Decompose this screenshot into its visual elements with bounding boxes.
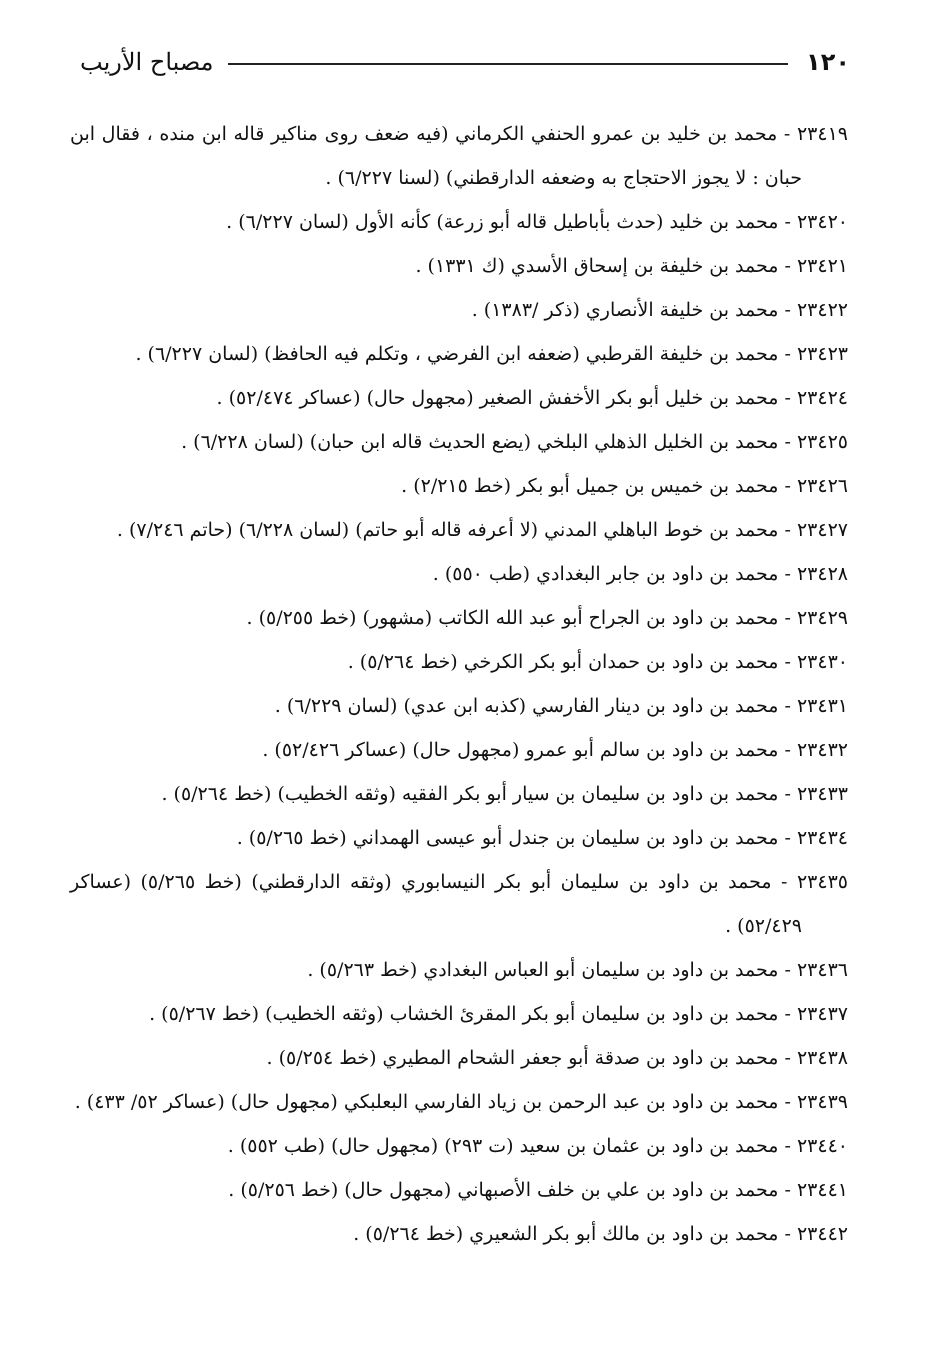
- list-item: ٢٣٤٢٨ - محمد بن داود بن جابر البغدادي (طب ٥٥٠) .: [432, 563, 848, 585]
- list-item: ٢٣٤٣٣ - محمد بن داود بن سليمان بن سيار أبو بكر الفقيه (وثقه الخطيب) (خط ٥/٢٦٤) .: [161, 783, 848, 805]
- list-item: ٢٣٤٢٩ - محمد بن داود بن الجراح أبو عبد الله الكاتب (مشهور) (خط ٥/٢٥٥) .: [246, 607, 848, 629]
- list-item: ٢٣٤٣٢ - محمد بن داود بن سالم أبو عمرو (مجهول حال) (عساكر ٥٢/٤٢٦) .: [262, 739, 848, 761]
- list-item: ٢٣٤٣٥ - محمد بن داود بن سليمان أبو بكر النيسابوري (وثقه الدارقطني) (خط ٥/٢٦٥) (عساكر ٥٢/٤٢٩) .: [70, 871, 848, 937]
- list-item: ٢٣٤٢٧ - محمد بن خوط الباهلي المدني (لا أعرفه قاله أبو حاتم) (لسان ٦/٢٢٨) (حاتم ٧/٢٤٦) .: [116, 519, 848, 541]
- list-item: ٢٣٤٤٢ - محمد بن داود بن مالك أبو بكر الشعيري (خط ٥/٢٦٤) .: [353, 1223, 848, 1245]
- list-item: ٢٣٤١٩ - محمد بن خليد بن عمرو الحنفي الكرماني (فيه ضعف روى مناكير قاله ابن منده ، فقال ابن حبان : لا يجوز الاحتجاج به وضعفه الدارقطني) (لسنا ٦/٢٢٧) .: [70, 123, 848, 189]
- list-item: ٢٣٤٣٤ - محمد بن داود بن سليمان بن جندل أبو عيسى الهمداني (خط ٥/٢٦٥) .: [236, 827, 848, 849]
- list-item: ٢٣٤٢١ - محمد بن خليفة بن إسحاق الأسدي (ك ١٣٣١) .: [415, 255, 848, 277]
- list-item: ٢٣٤٤١ - محمد بن داود بن علي بن خلف الأصبهاني (مجهول حال) (خط ٥/٢٥٦) .: [228, 1179, 848, 1201]
- list-item: ٢٣٤٢٣ - محمد بن خليفة القرطبي (ضعفه ابن الفرضي ، وتكلم فيه الحافظ) (لسان ٦/٢٢٧) .: [135, 343, 848, 365]
- book-title: مصباح الأريب: [80, 48, 214, 76]
- list-item: ٢٣٤٣٦ - محمد بن داود بن سليمان أبو العباس البغدادي (خط ٥/٢٦٣) .: [307, 959, 848, 981]
- list-item: ٢٣٤٣١ - محمد بن داود بن دينار الفارسي (كذبه ابن عدي) (لسان ٦/٢٢٩) .: [274, 695, 848, 717]
- running-head: [80, 42, 850, 82]
- list-item: ٢٣٤٣٩ - محمد بن داود بن عبد الرحمن بن زياد الفارسي البعلبكي (مجهول حال) (عساكر ٥٢/ ٤٣٣) .: [74, 1091, 848, 1113]
- header-rule: [228, 63, 789, 65]
- list-item: ٢٣٤٣٧ - محمد بن داود بن سليمان أبو بكر المقرئ الخشاب (وثقه الخطيب) (خط ٥/٢٦٧) .: [149, 1003, 848, 1025]
- list-item: ٢٣٤٣٠ - محمد بن داود بن حمدان أبو بكر الكرخي (خط ٥/٢٦٤) .: [347, 651, 848, 673]
- entry-list: [70, 112, 848, 1256]
- list-item: ٢٣٤٢٦ - محمد بن خميس بن جميل أبو بكر (خط ٢/٢١٥) .: [401, 475, 848, 497]
- page-number: ١٢٠: [806, 48, 850, 76]
- list-item: ٢٣٤٢٤ - محمد بن خليل أبو بكر الأخفش الصغير (مجهول حال) (عساكر ٥٢/٤٧٤) .: [216, 387, 848, 409]
- list-item: ٢٣٤٣٨ - محمد بن داود بن صدقة أبو جعفر الشحام المطيري (خط ٥/٢٥٤) .: [266, 1047, 848, 1069]
- list-item: ٢٣٤٤٠ - محمد بن داود بن عثمان بن سعيد (ت ٢٩٣) (مجهول حال) (طب ٥٥٢) .: [227, 1135, 848, 1157]
- list-item: ٢٣٤٢٥ - محمد بن الخليل الذهلي البلخي (يضع الحديث قاله ابن حبان) (لسان ٦/٢٢٨) .: [181, 431, 848, 453]
- list-item: ٢٣٤٢٢ - محمد بن خليفة الأنصاري (ذكر /١٣٨٣) .: [471, 299, 848, 321]
- list-item: ٢٣٤٢٠ - محمد بن خليد (حدث بأباطيل قاله أبو زرعة) كأنه الأول (لسان ٦/٢٢٧) .: [226, 211, 848, 233]
